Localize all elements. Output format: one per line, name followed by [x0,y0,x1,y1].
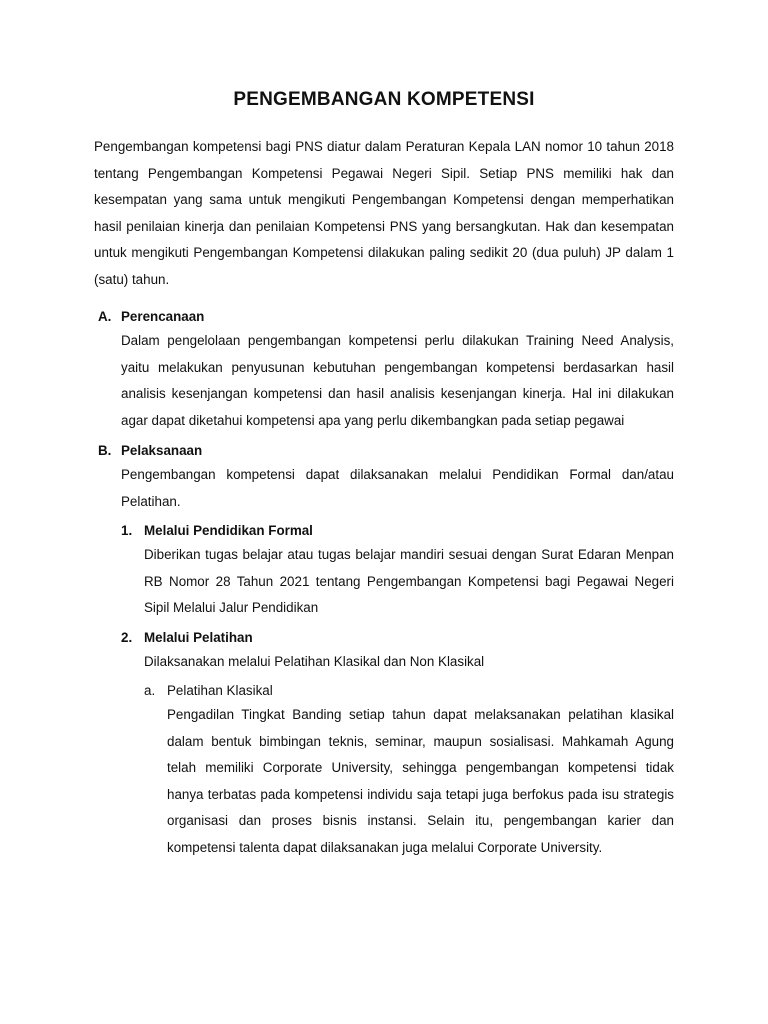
item-2-marker: 2. [121,630,133,645]
item-1-body: Diberikan tugas belajar atau tugas belajar mandiri sesuai dengan Surat Edaran Menpan RB Nomor 28 Tahun 2021 tentang Pengembangan Kompetensi bagi Pegawai Negeri Sipil Melalui Jalur Pendidikan [144,547,674,616]
section-a-heading: Perencanaan [121,309,205,324]
section-a-body: Dalam pengelolaan pengembangan kompetensi perlu dilakukan Training Need Analysis, yaitu melakukan penyusunan kebutuhan pengembangan kompetensi berdasarkan hasil analisis kesenjangan kompetensi dan hasil analisis kesenjangan kinerja. Hal ini dilakukan agar dapat diketahui kompetensi apa yang perlu dikembangkan pada setiap pegawai [121,333,674,428]
sub-a-body: Pengadilan Tingkat Banding setiap tahun dapat melaksanakan pelatihan klasikal dalam bentuk bimbingan teknis, seminar, maupun sosialisasi. Mahkamah Agung telah memiliki Corporate University, sehingga pengembangan kompetensi tidak hanya terbatas pada kompetensi individu saja tetapi juga berfokus pada isu strategis organisasi dan proses bisnis instansi. Selain itu, pengembangan karier dan kompetensi talenta dapat dilaksanakan juga melalui Corporate University. [167,707,674,855]
sub-a-marker: a. [144,683,156,698]
section-a-marker: A. [98,309,112,324]
item-1-heading: Melalui Pendidikan Formal [144,523,313,538]
sub-a-heading: Pelatihan Klasikal [167,683,273,698]
section-b-body: Pengembangan kompetensi dapat dilaksanakan melalui Pendidikan Formal dan/atau Pelatihan. [121,467,674,509]
item-2-heading: Melalui Pelatihan [144,630,253,645]
item-1-marker: 1. [121,523,133,538]
page-title: PENGEMBANGAN KOMPETENSI [233,89,535,110]
item-2-body: Dilaksanakan melalui Pelatihan Klasikal dan Non Klasikal [144,654,485,669]
section-b-marker: B. [98,443,112,458]
section-b-heading: Pelaksanaan [121,443,203,458]
intro-paragraph: Pengembangan kompetensi bagi PNS diatur dalam Peraturan Kepala LAN nomor 10 tahun 2018 tentang Pengembangan Kompetensi Pegawai Negeri Sipil. Setiap PNS memiliki hak dan kesempatan yang sama untuk mengikuti Pengembangan Kompetensi dengan memperhatikan hasil penilaian kinerja dan penilaian Kompetensi PNS yang bersangkutan. Hak dan kesempatan untuk mengikuti Pengembangan Kompetensi dilakukan paling sedikit 20 (dua puluh) JP dalam 1 (satu) tahun. [94,139,674,287]
